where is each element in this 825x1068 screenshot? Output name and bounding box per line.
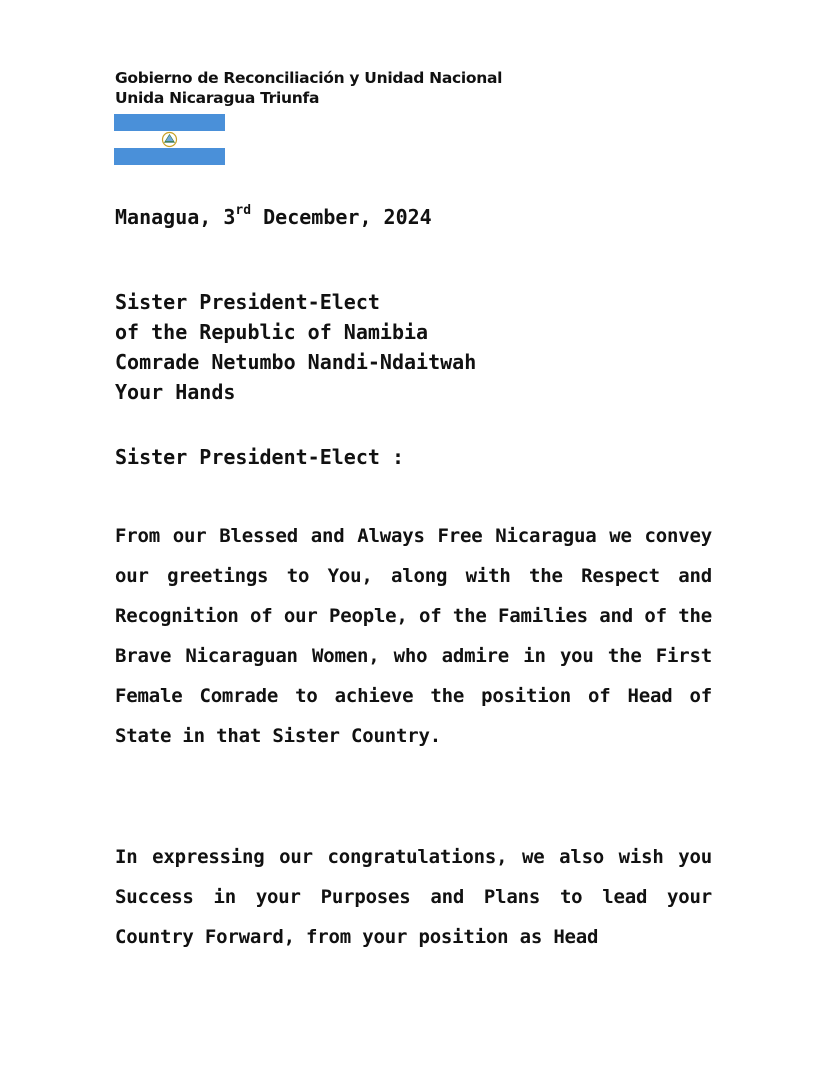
nicaragua-flag-icon bbox=[114, 114, 225, 165]
letterhead bbox=[115, 68, 502, 108]
date-rest: December, 2024 bbox=[251, 205, 432, 229]
date-prefix: Managua, 3 bbox=[115, 205, 236, 229]
letter-date bbox=[115, 205, 432, 229]
date-ordinal-suffix: rd bbox=[235, 203, 252, 219]
letterhead-government-name: Gobierno de Reconciliación y Unidad Nacional bbox=[115, 69, 503, 87]
flag-bottom-stripe bbox=[114, 148, 225, 165]
letterhead-motto: Unida Nicaragua Triunfa bbox=[115, 89, 320, 107]
salutation: Sister President-Elect : bbox=[115, 445, 404, 469]
addressee-line: Comrade Netumbo Nandi-Ndaitwah bbox=[115, 350, 477, 374]
addressee-line: of the Republic of Namibia bbox=[115, 320, 429, 344]
flag-top-stripe bbox=[114, 114, 225, 131]
body-paragraph: In expressing our congratulations, we also wish you Success in your Purposes and Plans to lead your Country Forward, from your position as Head bbox=[115, 846, 712, 948]
addressee-line: Your Hands bbox=[115, 380, 236, 404]
addressee-block bbox=[115, 287, 476, 407]
body-paragraph: From our Blessed and Always Free Nicaragua we convey our greetings to You, along with the Respect and Recognition of our People, of the Families and of the Brave Nicaraguan Women, who admire in you the First Female Comrade to achieve the position of Head of State in that Sister Country. bbox=[115, 525, 712, 747]
addressee-line: Sister President-Elect bbox=[115, 290, 380, 314]
